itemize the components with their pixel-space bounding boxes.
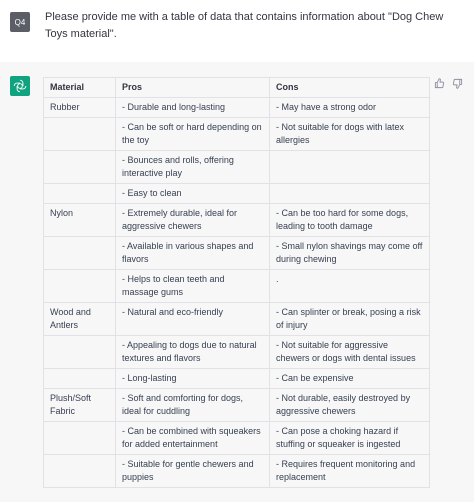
cell-cons: - Small nylon shavings may come off during chewing — [270, 237, 430, 270]
cell-cons: - Can be too hard for some dogs, leading to tooth damage — [270, 204, 430, 237]
cell-material — [44, 184, 116, 204]
cell-material — [44, 270, 116, 303]
header-pros: Pros — [116, 78, 270, 98]
cell-cons: - Can pose a choking hazard if stuffing or squeaker is ingested — [270, 422, 430, 455]
cell-material — [44, 336, 116, 369]
cell-cons — [270, 184, 430, 204]
table-row — [44, 237, 430, 270]
cell-material: Wood and Antlers — [44, 303, 116, 336]
cell-material: Rubber — [44, 98, 116, 118]
thumbs-up-icon[interactable] — [434, 78, 445, 89]
cell-material — [44, 237, 116, 270]
cell-pros: - Can be combined with squeakers for added entertainment — [116, 422, 270, 455]
cell-pros: - Suitable for gentle chewers and puppies — [116, 455, 270, 488]
table-row — [44, 118, 430, 151]
cell-pros: - Can be soft or hard depending on the toy — [116, 118, 270, 151]
table-row — [44, 204, 430, 237]
cell-material — [44, 455, 116, 488]
cell-material — [44, 369, 116, 389]
cell-cons: - Can splinter or break, posing a risk of injury — [270, 303, 430, 336]
cell-cons: - Not suitable for dogs with latex allergies — [270, 118, 430, 151]
header-material: Material — [44, 78, 116, 98]
cell-material — [44, 422, 116, 455]
user-message-text: Please provide me with a table of data that contains information about "Dog Chew Toys material". — [45, 11, 444, 40]
cell-pros: - Natural and eco-friendly — [116, 303, 270, 336]
table-row — [44, 98, 430, 118]
cell-pros: - Helps to clean teeth and massage gums — [116, 270, 270, 303]
table-row — [44, 422, 430, 455]
thumbs-down-icon[interactable] — [452, 78, 463, 89]
cell-cons: - Not durable, easily destroyed by aggressive chewers — [270, 389, 430, 422]
cell-pros: - Bounces and rolls, offering interactive play — [116, 151, 270, 184]
cell-material — [44, 151, 116, 184]
table-row — [44, 151, 430, 184]
user-message-row — [0, 0, 474, 62]
cell-material — [44, 118, 116, 151]
table-header-row — [44, 78, 430, 98]
openai-logo-icon — [10, 76, 30, 96]
cell-pros: - Easy to clean — [116, 184, 270, 204]
cell-material: Plush/Soft Fabric — [44, 389, 116, 422]
user-avatar: Q4 — [10, 12, 30, 32]
table-row — [44, 270, 430, 303]
cell-pros: - Long-lasting — [116, 369, 270, 389]
dog-chew-toys-table — [43, 77, 430, 488]
cell-pros: - Available in various shapes and flavors — [116, 237, 270, 270]
cell-cons: - May have a strong odor — [270, 98, 430, 118]
cell-cons: . — [270, 270, 430, 303]
cell-cons: - Requires frequent monitoring and replacement — [270, 455, 430, 488]
cell-pros: - Appealing to dogs due to natural textures and flavors — [116, 336, 270, 369]
table-row — [44, 303, 430, 336]
table-row — [44, 369, 430, 389]
message-actions — [434, 78, 463, 89]
assistant-message-row — [0, 62, 474, 502]
cell-pros: - Extremely durable, ideal for aggressive chewers — [116, 204, 270, 237]
cell-cons: - Can be expensive — [270, 369, 430, 389]
cell-pros: - Soft and comforting for dogs, ideal for cuddling — [116, 389, 270, 422]
cell-material: Nylon — [44, 204, 116, 237]
table-row — [44, 455, 430, 488]
table-row — [44, 184, 430, 204]
cell-cons: - Not suitable for aggressive chewers or dogs with dental issues — [270, 336, 430, 369]
cell-cons — [270, 151, 430, 184]
cell-pros: - Durable and long-lasting — [116, 98, 270, 118]
header-cons: Cons — [270, 78, 430, 98]
table-row — [44, 389, 430, 422]
table-row — [44, 336, 430, 369]
